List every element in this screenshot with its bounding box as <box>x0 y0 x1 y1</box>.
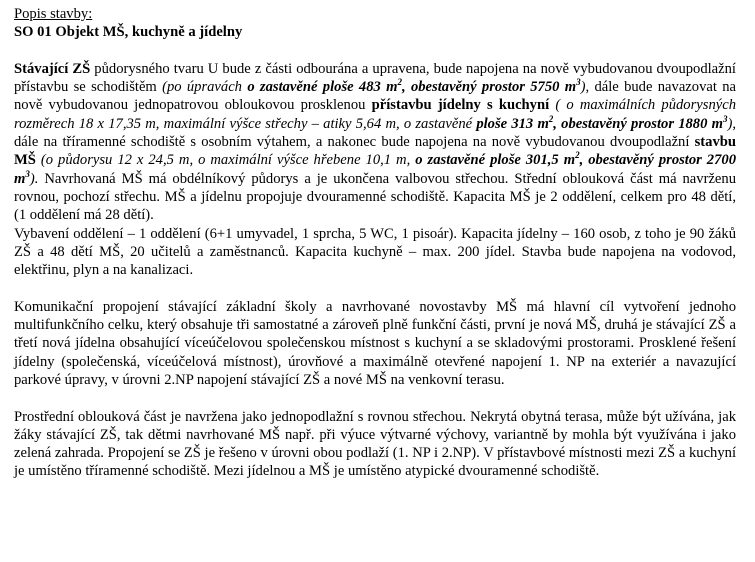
spacer <box>14 279 736 297</box>
text-run: ) <box>580 79 586 96</box>
text-run: Navrhovaná MŠ má obdélníkový půdorys a je ukončena valbovou střechou. Střední oblouková část má navrženu rovnou, pochozí střechu. MŠ a jídelnu propojuje dvouramenné schodiště. Kapacita MŠ je 2 oddělení, celkem pro 48 dětí, (1 oddělení má 28 dětí). <box>14 170 736 224</box>
text-run: (o půdorysu 12 x 24,5 m, o maximální výšce hřebene 10,1 m, <box>35 152 416 169</box>
superscript: 3 <box>25 168 30 179</box>
paragraph-middle-part: Prostřední oblouková část je navržena jako jednopodlažní s rovnou střechou. Nekrytá obytná terasa, může být užívána, jak žáky stávající ZŠ, tak dětmi navrhované MŠ např. při výuce výtvarné výchovy, variantně by mohla být využívána i jako zelená zahrada. Propojení se ZŠ je řešeno v úrovni obou podlaží (1. NP i 2.NP). V přístavbové místnosti mezi ZŠ a kuchyní je umístěno tříramenné schodiště. Mezi jídelnou a MŠ je umístěno atypické dvouramenné schodiště. <box>14 408 736 480</box>
text-run: (po úpravách <box>162 79 248 96</box>
paragraph-equipment: Vybavení oddělení – 1 oddělení (6+1 umyvadel, 1 sprcha, 5 WC, 1 pisoár). Kapacita jídelny – 160 osob, z toho je 90 žáků ZŠ a 48 dětí MŠ, 20 učitelů a zaměstnanců. Kapacita kuchyně – max. 200 jídel. Stavba bude napojena na vodovod, elektřinu, plyn a na kanalizaci. <box>14 225 736 279</box>
text-run: o zastavěné ploše 483 m <box>247 79 398 96</box>
text-run: stavbu MŠ <box>14 134 736 169</box>
text-run: půdorysného tvaru U bude z části odbourána a upravena, bude napojena na nově vybudovanou dvoupodlažní přístavbu se schodištěm <box>14 60 736 96</box>
text-run: ) <box>727 115 733 132</box>
superscript: 3 <box>722 113 728 124</box>
document-body <box>14 5 736 481</box>
paragraph-communication: Komunikační propojení stávající základní školy a navrhované novostavby MŠ má hlavní cíl vytvoření jednoho multifunkčního celku, který obsahuje tři samostatné a zároveň plně funkční části, první je nová MŠ, druhá je stávající ZŠ a třetí nová jídelna obsahující víceúčelovou společenskou místnost s kuchyní a se skladovými prostorami. Prosklené řešení jídelny (společenská, víceúčelová místnost), úrovňové a maximálně otevřené napojení 1. NP na exteriér a navazující parkové úpravy, v úrovni 2.NP napojení stávající ZŠ a nové MŠ na venkovní terasu. <box>14 298 736 388</box>
superscript: 2 <box>397 77 402 88</box>
text-run: o zastavěné ploše 301,5 m <box>415 152 576 169</box>
text-run: , obestavěný prostor 1880 m <box>553 115 723 132</box>
superscript: 2 <box>548 113 554 124</box>
text-run: přístavbu jídelny s kuchyní <box>371 97 550 114</box>
text-run: Stávající ZŠ <box>14 60 91 77</box>
text-run: , obestavěný prostor 2700 m <box>14 152 736 187</box>
text-run: , dále na tříramenné schodiště s osobním výtahem, a nakonec bude napojena na nově vybudovanou dvoupodlažní <box>14 115 736 151</box>
text-run: ( o maximálních půdorysných rozměrech 18 x 17,35 m, maximální výšce střechy – atiky 5,64 m, o zastavěné <box>14 97 736 132</box>
section-label: Popis stavby: <box>14 6 93 22</box>
section-title: SO 01 Objekt MŠ, kuchyně a jídelny <box>14 24 243 41</box>
text-run: ploše 313 m <box>476 115 549 132</box>
text-run: ). <box>29 170 39 187</box>
superscript: 2 <box>575 150 580 161</box>
text-run: , dále bude navazovat na nově vybudovanou jednopatrovou obloukovou prosklenou <box>14 79 737 114</box>
spacer <box>14 389 736 407</box>
spacer <box>14 42 736 60</box>
superscript: 3 <box>576 77 581 88</box>
text-run: , obestavěný prostor 5750 m <box>402 79 577 96</box>
paragraph-building-description <box>14 60 736 225</box>
